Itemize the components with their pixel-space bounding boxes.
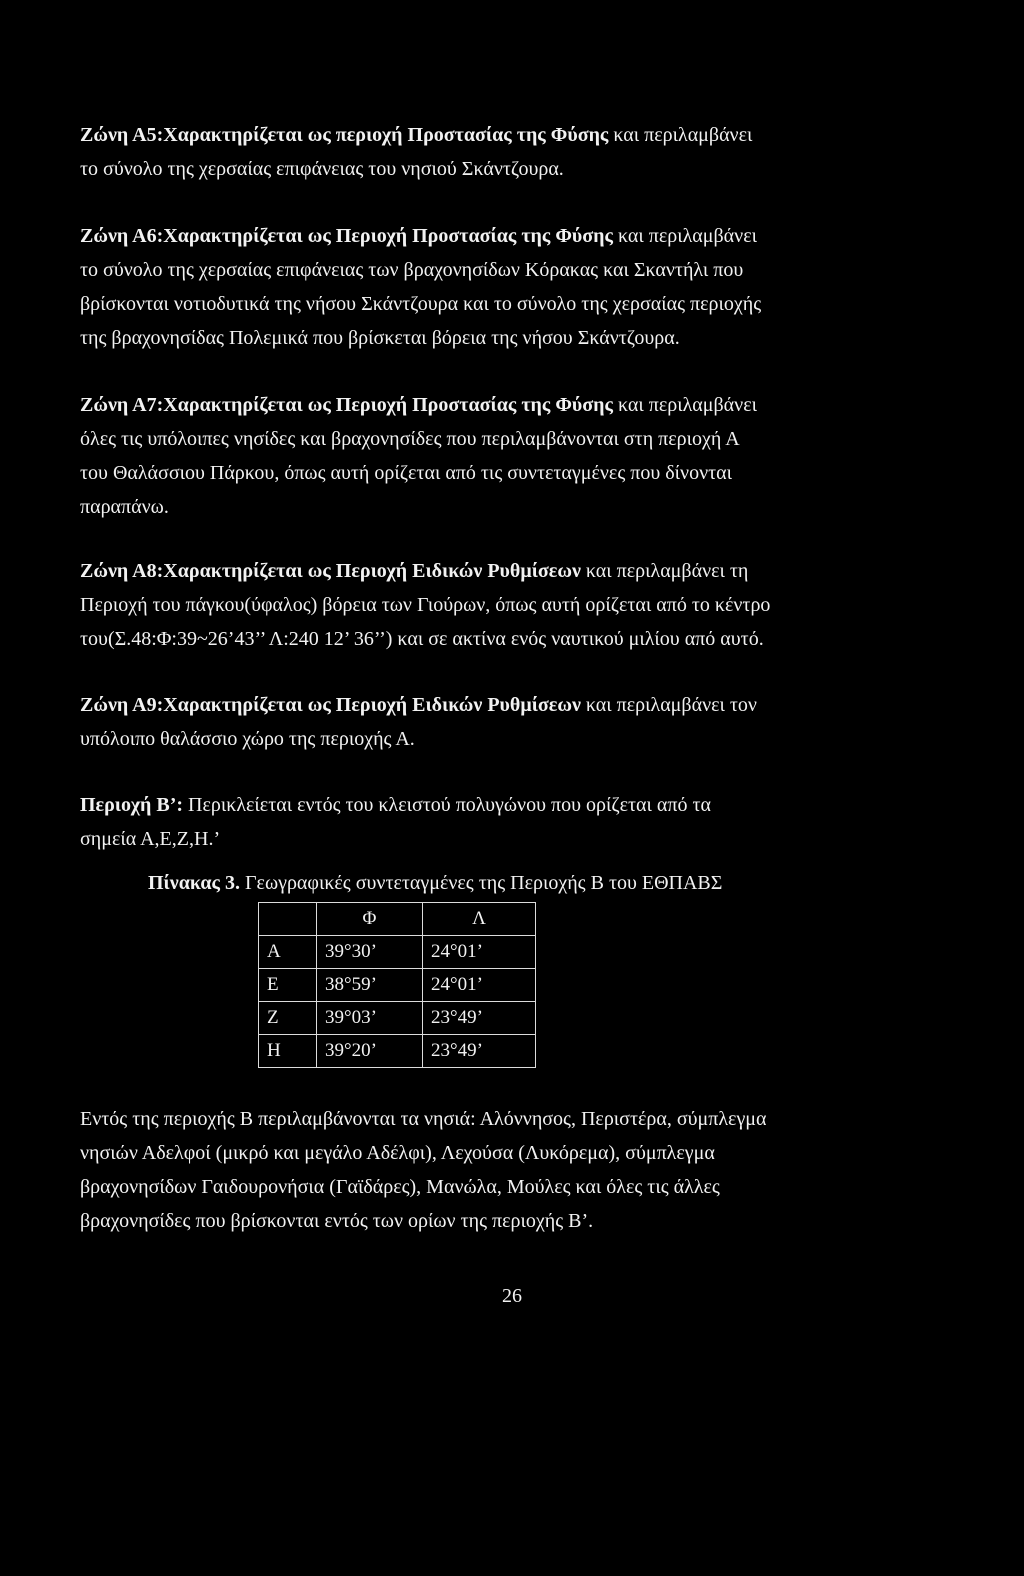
- text-line: υπόλοιπο θαλάσσιο χώρο της περιοχής Α.: [80, 728, 415, 750]
- text-line: Περικλείεται εντός του κλειστού πολυγώνου που ορίζεται από τα: [183, 794, 712, 816]
- text-line: Περιοχή του πάγκου(ύφαλος) βόρεια των Γιούρων, όπως αυτή ορίζεται από το κέντρο: [80, 594, 771, 616]
- paragraph-zone-a6: [80, 219, 942, 355]
- table-header-cell: [259, 903, 317, 936]
- table-caption-text: Γεωγραφικές συντεταγμένες της Περιοχής Β του ΕΘΠΑΒΣ: [239, 872, 723, 894]
- page-number: 26: [502, 1285, 522, 1307]
- paragraph-zone-a5: [80, 118, 942, 186]
- text-line: σημεία Α,Ε,Ζ,Η.’: [80, 828, 221, 850]
- zone-label: Ζώνη Α7:: [80, 394, 164, 416]
- paragraph-zone-a7: [80, 388, 942, 524]
- text-line: του(Σ.48:Φ:39~26’43’’ Λ:240 12’ 36’’) και σε ακτίνα ενός ναυτικού μιλίου από αυτό.: [80, 628, 764, 650]
- text-line: το σύνολο της χερσαίας επιφάνειας των βραχονησίδων Κόρακας και Σκαντήλι που: [80, 259, 744, 281]
- table-cell: 23°49’: [423, 1035, 536, 1068]
- table-row: [259, 936, 536, 969]
- text-line: του Θαλάσσιου Πάρκου, όπως αυτή ορίζεται από τις συντεταγμένες που δίνονται: [80, 462, 733, 484]
- table-header-cell: Φ: [317, 903, 423, 936]
- text-line: και περιλαμβάνει: [612, 225, 757, 247]
- table-cell: Η: [259, 1035, 317, 1068]
- zone-designation: Χαρακτηρίζεται ως περιοχή Προστασίας της Φύσης: [163, 124, 609, 146]
- table-cell: Ζ: [259, 1002, 317, 1035]
- coordinates-table: [258, 902, 536, 1068]
- text-line: βρίσκονται νοτιοδυτικά της νήσου Σκάντζουρα και το σύνολο της χερσαίας περιοχής: [80, 293, 762, 315]
- text-line: και περιλαμβάνει τη: [580, 560, 749, 582]
- table-cell: 23°49’: [423, 1002, 536, 1035]
- text-line: και περιλαμβάνει: [612, 394, 757, 416]
- text-line: το σύνολο της χερσαίας επιφάνειας του νησιού Σκάντζουρα.: [80, 158, 564, 180]
- table-caption-label: Πίνακας 3.: [148, 872, 240, 894]
- table-cell: 39°03’: [317, 1002, 423, 1035]
- text-line: βραχονησίδες που βρίσκονται εντός των ορίων της περιοχής Β’.: [80, 1210, 594, 1232]
- text-line: νησιών Αδελφοί (μικρό και μεγάλο Αδέλφι), Λεχούσα (Λυκόρεμα), σύμπλεγμα: [80, 1142, 715, 1164]
- text-line: όλες τις υπόλοιπες νησίδες και βραχονησίδες που περιλαμβάνονται στη περιοχή Α: [80, 428, 740, 450]
- table-row: [259, 1035, 536, 1068]
- paragraph-area-b: [80, 788, 942, 856]
- table-cell: Α: [259, 936, 317, 969]
- table-header-row: [259, 903, 536, 936]
- table-cell: 38°59’: [317, 969, 423, 1002]
- table-caption: [148, 866, 722, 900]
- paragraph-zone-a8: [80, 554, 942, 656]
- table-cell: 24°01’: [423, 969, 536, 1002]
- zone-label: Ζώνη Α5:: [80, 124, 164, 146]
- zone-designation: Χαρακτηρίζεται ως Περιοχή Προστασίας της Φύσης: [163, 394, 613, 416]
- text-line: και περιλαμβάνει τον: [580, 694, 757, 716]
- text-line: της βραχονησίδας Πολεμικά που βρίσκεται βόρεια της νήσου Σκάντζουρα.: [80, 327, 680, 349]
- text-line: και περιλαμβάνει: [608, 124, 753, 146]
- table-cell: 39°30’: [317, 936, 423, 969]
- table-cell: Ε: [259, 969, 317, 1002]
- zone-designation: Χαρακτηρίζεται ως Περιοχή Προστασίας της Φύσης: [163, 225, 613, 247]
- paragraph-area-b-islands: [80, 1102, 942, 1238]
- zone-designation: Χαρακτηρίζεται ως Περιοχή Ειδικών Ρυθμίσεων: [163, 560, 581, 582]
- area-label: Περιοχή Β’:: [80, 794, 184, 816]
- text-line: παραπάνω.: [80, 496, 169, 518]
- table-header-cell: Λ: [423, 903, 536, 936]
- zone-designation: Χαρακτηρίζεται ως Περιοχή Ειδικών Ρυθμίσεων: [163, 694, 581, 716]
- table-row: [259, 969, 536, 1002]
- table-cell: 39°20’: [317, 1035, 423, 1068]
- table-row: [259, 1002, 536, 1035]
- text-line: βραχονησίδων Γαιδουρονήσια (Γαϊδάρες), Μανώλα, Μούλες και όλες τις άλλες: [80, 1176, 720, 1198]
- paragraph-zone-a9: [80, 688, 942, 756]
- zone-label: Ζώνη Α8:: [80, 560, 164, 582]
- zone-label: Ζώνη Α9:: [80, 694, 164, 716]
- text-line: Εντός της περιοχής Β περιλαμβάνονται τα νησιά: Αλόννησος, Περιστέρα, σύμπλεγμα: [80, 1108, 767, 1130]
- table-cell: 24°01’: [423, 936, 536, 969]
- zone-label: Ζώνη Α6:: [80, 225, 164, 247]
